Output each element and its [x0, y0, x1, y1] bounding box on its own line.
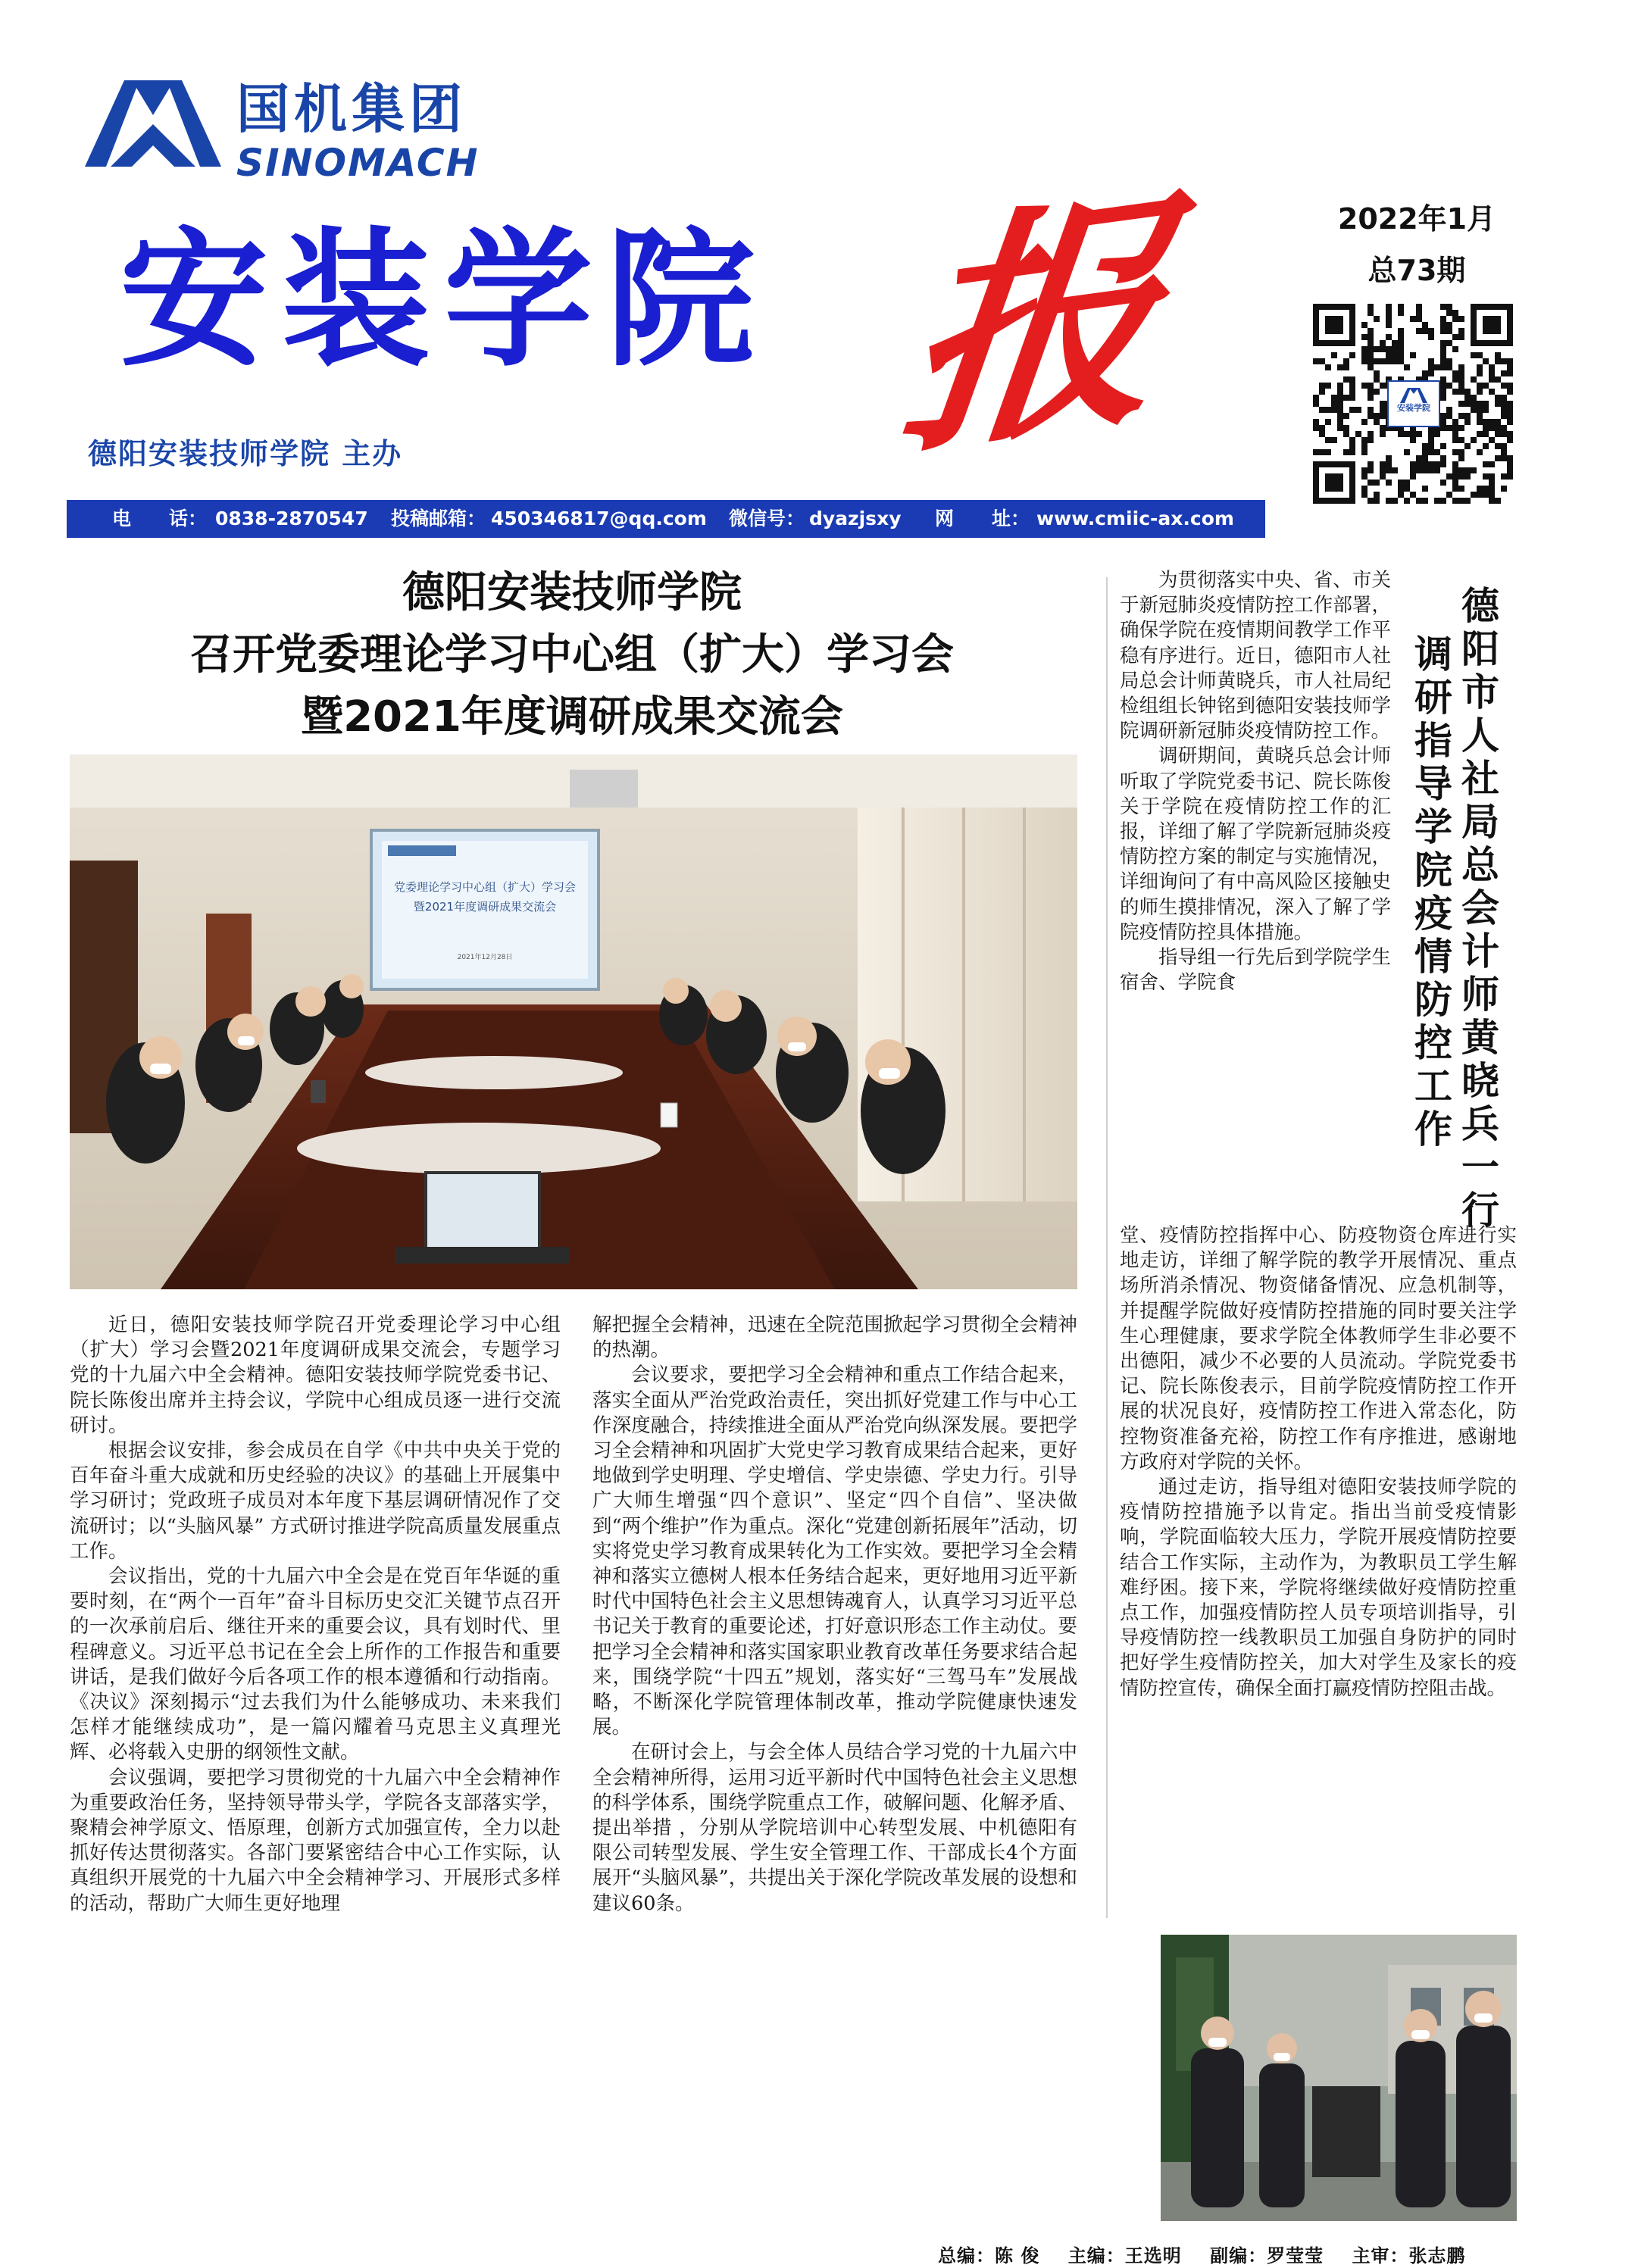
reviewer-label: 主审： [1352, 2245, 1409, 2266]
email-label: 投稿邮箱： [391, 508, 486, 530]
sponsor-line: 德阳安装技师学院 主办 [88, 437, 403, 470]
email-address: 450346817@qq.com [491, 508, 707, 530]
main-paragraph-2: 根据会议安排，参会成员在自学《中共中央关于党的百年奋斗重大成就和历史经验的决议》的基础上开展集中学习研讨；党政班子成员对本年度下基层调研情况作了交流研讨；以“头脑风暴” 方式研讨推进学院高质量发展重点工作。 [70, 1439, 561, 1563]
main-headline-line-2: 召开党委理论学习中心组（扩大）学习会 [190, 630, 954, 679]
meeting-photo-illustration [70, 754, 1077, 1289]
side-paragraph-1: 为贯彻落实中央、省、市关于新冠肺炎疫情防控工作部署，确保学院在疫情期间教学工作平稳有序进行。近日，德阳市人社局总会计师黄晓兵，市人社局纪检组组长钟铭到德阳安装技师学院调研新冠肺炎疫情防控工作。 [1120, 569, 1391, 743]
newspaper-title-calligraphy [889, 163, 1280, 490]
main-article-column-right [592, 1313, 1077, 1917]
deputy-editor-label: 副编： [1210, 2245, 1267, 2266]
wechat-id: dyazjsxy [809, 508, 902, 530]
qr-center-logo-icon [1400, 386, 1427, 403]
contact-bar [67, 500, 1265, 538]
sinomach-mountain-icon [85, 76, 221, 177]
main-headline-line-1: 德阳安装技师学院 [402, 568, 742, 617]
main-paragraph-4: 会议强调，要把学习贯彻党的十九届六中全会精神作为重要政治任务，坚持领导带头学，学院各支部落实学，聚精会神学原文、悟原理，创新方式加强宣传，全力以赴抓好传达贯彻落实。各部门要紧密结合中心工作实际，认真组织开展党的十九届六中全会精神学习、开展形式多样的活动，帮助广大师生更好地理 [70, 1766, 561, 1915]
phone-label: 电 话： [112, 508, 208, 530]
side-headline-line-2: 调研指导学院疫情防控工作 [1414, 633, 1452, 1151]
main-paragraph-continued: 解把握全会精神，迅速在全院范围掀起学习贯彻全会精神的热潮。 [592, 1314, 1077, 1362]
deputy-editor-name: 罗莹莹 [1267, 2245, 1324, 2266]
website-url: www.cmiic-ax.com [1036, 508, 1234, 530]
logo-name-cn: 国机集团 [236, 78, 467, 140]
main-paragraph-6: 在研讨会上，与会全体人员结合学习党的十九届六中全会精神所得，运用习近平新时代中国特色社会主义思想的科学体系，围绕学院重点工作，破解问题、化解矛盾、提出举措 ，分别从学院培训中心转型发展、中机德阳有限公司转型发展、学生安全管理工作、干部成长4个方面展开“头脑风暴”，共提出关于深化学院改革发展的设想和建议60条。 [592, 1741, 1077, 1915]
screen-line-2: 暨2021年度调研成果交流会 [413, 900, 557, 914]
side-paragraph-4: 通过走访，指导组对德阳安装技师学院的疫情防控措施予以肯定。指出当前受疫情影响，学院面临较大压力，学院开展疫情防控要结合工作实际，主动作为，为教职员工学生解难纾困。接下来，学院将继续做好疫情防控重点工作，加强疫情防控人员专项培训指导，引导疫情防控一线教职员工加强自身防护的同时把好学生疫情防控关，加大对学生及家长的疫情防控宣传，确保全面打赢疫情防控阻击战。 [1120, 1476, 1517, 1700]
screen-date: 2021年12月28日 [457, 954, 513, 961]
editor-name: 陈 俊 [995, 2245, 1040, 2266]
main-paragraph-1: 近日，德阳安装技师学院召开党委理论学习中心组（扩大）学习会暨2021年度调研成果交流会，专题学习党的十九届六中全会精神。德阳安装技师学院党委书记、院长陈俊出席并主持会议，学院中心组成员逐一进行交流研讨。 [70, 1314, 561, 1437]
main-paragraph-5: 会议要求，要把学习全会精神和重点工作结合起来，落实全面从严治党政治责任，突出抓好党建工作与中心工作深度融合，持续推进全面从严治党向纵深发展。要把学习全会精神和巩固扩大党史学习教育成果结合起来，更好地做到学史明理、学史增信、学史崇德、学史力行。引导广大师生增强“四个意识”、坚定“四个自信”、坚决做到“两个维护”作为重点。深化“党建创新拓展年”活动，切实将党史学习教育成果转化为工作实效。要把学习全会精神和落实立德树人根本任务结合起来，更好地用习近平新时代中国特色社会主义思想铸魂育人，认真学习习近平总书记关于教育的重要论述，打好意识形态工作主动仗。要把学习全会精神和落实国家职业教育改革任务要求结合起来，围绕学院“十四五”规划，落实好“三驾马车”发展战略，不断深化学院管理体制改革，推动学院健康快速发展。 [592, 1364, 1077, 1739]
side-paragraph-continued: 堂、疫情防控指挥中心、防疫物资仓库进行实地走访，详细了解学院的教学开展情况、重点场所消杀情况、物资储备情况、应急机制等，并提醒学院做好疫情防控措施的同时要关注学生心理健康，要求学院全体教师学生非必要不出德阳，减少不必要的人员流动。学院党委书记、院长陈俊表示，目前学院疫情防控工作开展的状况良好，疫情防控工作进入常态化，防控物资准备充裕，防控工作有序推进，感谢地方政府对学院的关怀。 [1120, 1224, 1517, 1473]
wechat-label: 微信号： [729, 508, 805, 530]
main-article-column-left [70, 1313, 561, 1917]
calligraphy-bao: 报 [889, 163, 1179, 490]
wechat-qr-code [1309, 301, 1517, 506]
qr-center-badge [1387, 380, 1440, 427]
newspaper-title: 安装学院 [120, 213, 769, 387]
main-paragraph-3: 会议指出，党的十九届六中全会是在党百年华诞的重要时刻，在“两个一百年”奋斗目标历史交汇关键节点召开的一次承前启后、继往开来的重要会议，具有划时代、里程碑意义。习近平总书记在全会上所作的工作报告和重要讲话，是我们做好今后各项工作的根本遵循和行动指南。《决议》深刻揭示“过去我们为什么能够成功、未来我们怎样才能继续成功”，是一篇闪耀着马克思主义真理光辉、必将载入史册的纲领性文献。 [70, 1565, 561, 1764]
chief-editor-label: 主编： [1067, 2245, 1125, 2266]
issue-number: 总73期 [1368, 254, 1466, 287]
side-article-wide-column [1120, 1223, 1517, 1701]
side-article-narrow-column [1120, 568, 1391, 995]
qr-center-label: 安装学院 [1397, 403, 1430, 413]
screen-line-1: 党委理论学习中心组（扩大）学习会 [393, 880, 577, 894]
issue-date: 2022年1月 [1337, 202, 1496, 236]
logo-name-en: SINOMACH [236, 141, 480, 185]
meeting-room-photo [70, 754, 1077, 1289]
side-paragraph-2: 调研期间，黄晓兵总会计师听取了学院党委书记、院长陈俊关于学院在疫情防控工作的汇报，详细了解了学院新冠肺炎疫情防控方案的制定与实施情况，详细询问了有中高风险区接触史的师生摸排情况，深入了解了学院疫情防控具体措施。 [1120, 745, 1391, 944]
main-headline-line-3: 暨2021年度调研成果交流会 [301, 692, 843, 742]
website-label: 网 址： [935, 508, 1030, 530]
sinomach-logo [85, 76, 480, 185]
reviewer-name: 张志鹏 [1408, 2245, 1466, 2266]
phone-number: 0838-2870547 [215, 508, 368, 530]
side-headline-line-1: 德阳市人社局总会计师黄晓兵一行 [1461, 584, 1499, 1232]
editorial-credits [938, 2241, 1465, 2267]
editor-label: 总编： [938, 2245, 995, 2266]
side-paragraph-3: 指导组一行先后到学院学生宿舍、学院食 [1120, 946, 1391, 995]
column-divider [1106, 577, 1108, 1918]
inspection-photo [1161, 1935, 1517, 2221]
chief-editor-name: 王选明 [1124, 2245, 1182, 2266]
inspection-photo-illustration [1161, 1935, 1517, 2221]
